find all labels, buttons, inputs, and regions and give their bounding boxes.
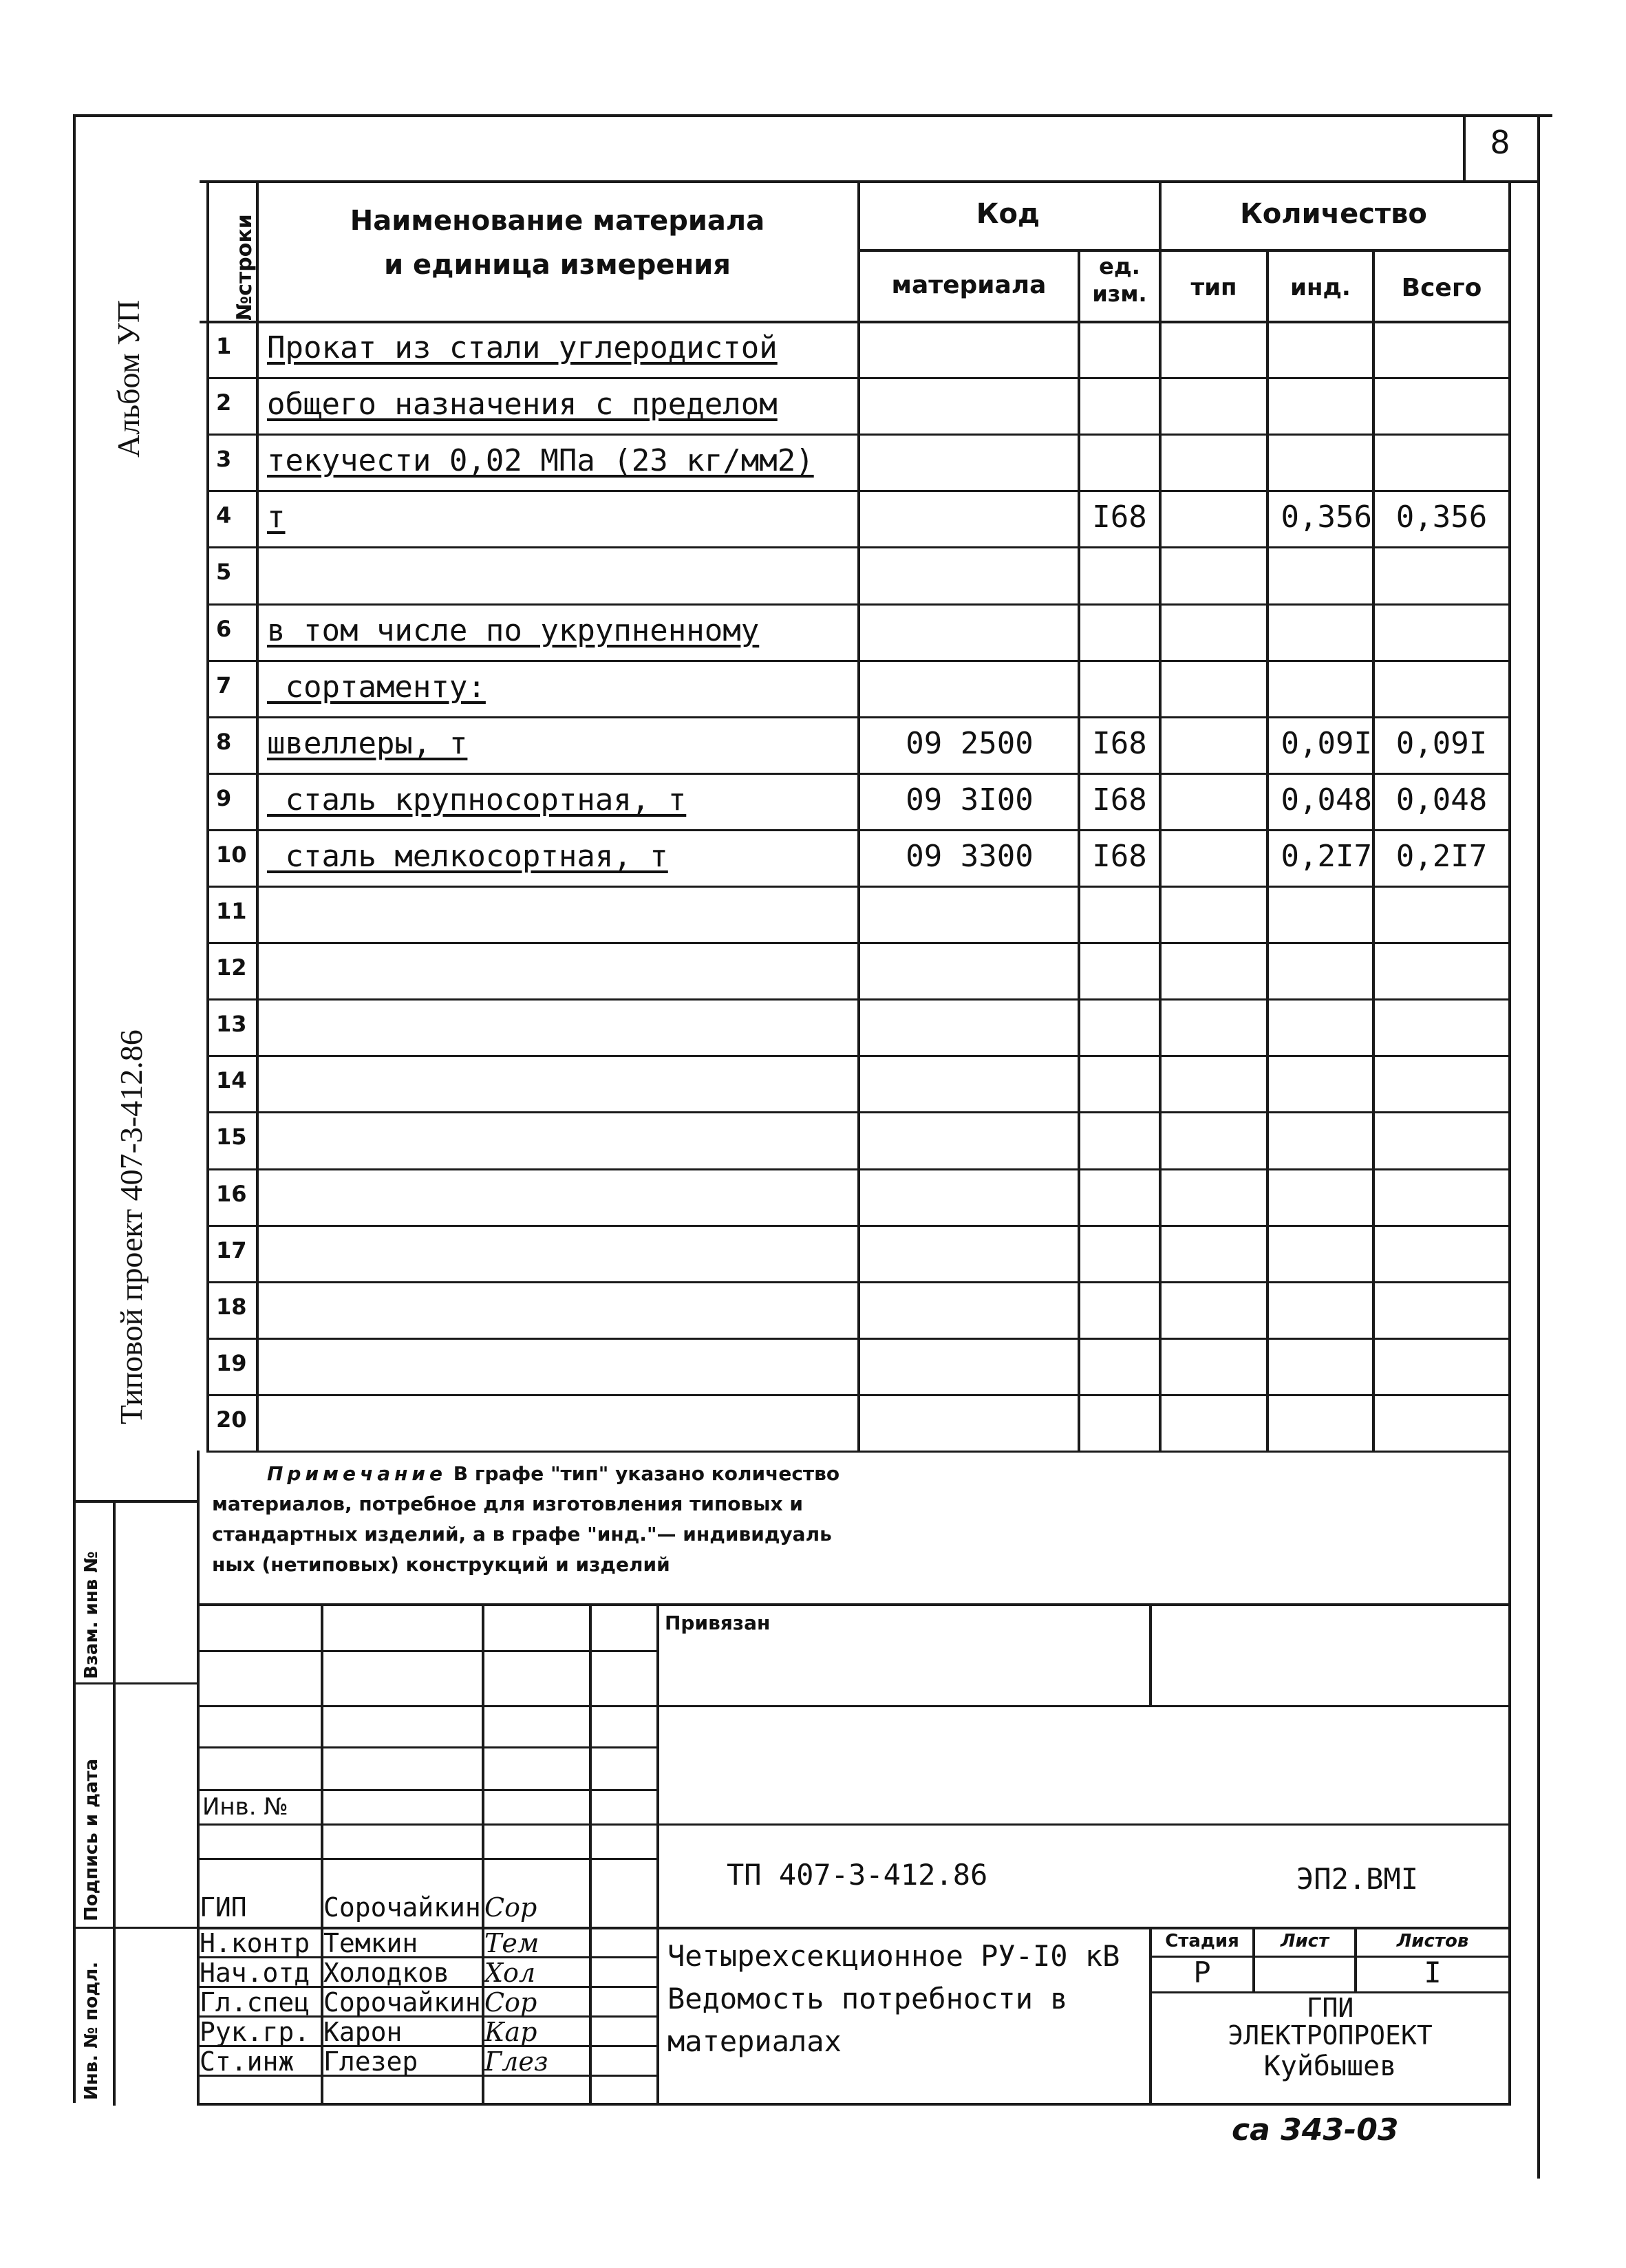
row-name: сталь крупносортная, т <box>267 782 687 817</box>
header-rownum: №строки <box>233 214 257 321</box>
stamp-podpis: Подпись и дата <box>81 1758 102 1921</box>
tb-top-line <box>197 1603 1511 1606</box>
tb-sheet-label: Лист <box>1280 1931 1329 1951</box>
tb-signature: Глез <box>484 2046 548 2077</box>
row-name: Прокат из стали углеродистой <box>267 330 778 365</box>
row-name: швеллеры, т <box>267 726 468 761</box>
tb-role-name: Глезер <box>323 2046 418 2077</box>
row-number: 12 <box>216 954 247 981</box>
row-unit: I68 <box>1092 839 1147 874</box>
row-divider <box>206 377 1510 379</box>
header-code: Код <box>976 198 1040 230</box>
subheader-line <box>857 249 1510 252</box>
unit-col-line <box>1159 180 1162 1451</box>
header-material: материала <box>891 271 1047 299</box>
tb-role-name: Сорочайкин <box>323 1892 481 1923</box>
row-number: 2 <box>216 389 232 416</box>
tb-sheets: I <box>1424 1956 1442 1989</box>
row-ind: 0,2I7 <box>1281 839 1372 874</box>
header-quantity: Количество <box>1240 198 1427 230</box>
stamp-top-line <box>73 1500 197 1503</box>
tb-h2 <box>197 1705 1511 1707</box>
row-code: 09 3I00 <box>906 782 1034 817</box>
row-number: 19 <box>216 1350 247 1376</box>
row-name: т <box>267 500 286 535</box>
row-number: 13 <box>216 1011 247 1037</box>
tb-col-date <box>589 1603 592 2106</box>
tb-role: ГИП <box>200 1892 247 1923</box>
tb-role: Нач.отд <box>200 1958 310 1988</box>
header-name-line1: Наименование материала <box>350 205 765 237</box>
row-unit: I68 <box>1092 500 1147 535</box>
row-ind: 0,048 <box>1281 782 1372 817</box>
row-unit: I68 <box>1092 782 1147 817</box>
frame-right <box>1537 114 1540 2179</box>
tb-title-line1: Четырехсекционное РУ-I0 кВ <box>667 1939 1120 1973</box>
tb-privyazan: Привязан <box>665 1612 771 1634</box>
row-number: 15 <box>216 1124 247 1150</box>
row-total: 0,09I <box>1395 726 1488 761</box>
row-divider <box>206 660 1510 662</box>
row-number: 14 <box>216 1067 247 1093</box>
header-unit-line1: ед. <box>1099 253 1140 279</box>
stamp-col-inner <box>113 1500 116 2106</box>
row-total: 0,356 <box>1395 500 1488 535</box>
tb-right-line <box>1508 1451 1511 2104</box>
page-number: 8 <box>1490 124 1510 161</box>
header-bottom-line <box>200 321 1511 323</box>
row-divider <box>206 1338 1510 1340</box>
note-label: Примечание <box>267 1462 447 1485</box>
tb-bottom-line <box>197 2103 1511 2106</box>
tb-org2: ЭЛЕКТРОПРОЕКТ <box>1228 2020 1433 2051</box>
row-number: 16 <box>216 1181 247 1207</box>
header-total: Всего <box>1401 274 1482 302</box>
header-unit-line2: изм. <box>1092 281 1147 307</box>
tb-h5 <box>197 1823 1511 1826</box>
code-col-line <box>857 180 860 1451</box>
row-code: 09 3300 <box>906 839 1034 874</box>
note-line4: ных (нетиповых) конструкций и изделий <box>212 1553 670 1576</box>
stamp-split1 <box>73 1682 197 1684</box>
row-divider <box>206 998 1510 1001</box>
rownum-col-line <box>256 180 259 1451</box>
header-tip: тип <box>1190 274 1237 301</box>
row-number: 3 <box>216 446 232 472</box>
tb-h4 <box>197 1789 658 1791</box>
row-unit: I68 <box>1092 726 1147 761</box>
tb-h3 <box>197 1746 658 1748</box>
header-name-line2: и единица измерения <box>384 249 731 281</box>
row-number: 18 <box>216 1294 247 1320</box>
tb-role: Ст.инж <box>200 2046 295 2077</box>
tb-h6 <box>197 1858 658 1860</box>
stamp-vzam: Взам. инв № <box>81 1551 102 1679</box>
tb-title-line2: Ведомость потребности в <box>667 1982 1068 2015</box>
row-divider <box>206 1111 1510 1113</box>
row-divider <box>206 1168 1510 1170</box>
tb-role-name: Темкин <box>323 1928 418 1958</box>
tb-signature: Сор <box>484 1892 537 1923</box>
row-divider <box>206 1055 1510 1057</box>
row-number: 5 <box>216 559 232 585</box>
note-line2: материалов, потребное для изготовления типовых и <box>212 1493 803 1515</box>
row-ind: 0,356 <box>1281 500 1372 535</box>
row-divider <box>206 1225 1510 1227</box>
tb-role: Рук.гр. <box>200 2017 310 2047</box>
table-left-line <box>206 180 209 1451</box>
row-name: в том числе по укрупненному <box>267 613 760 648</box>
row-number: 1 <box>216 333 232 359</box>
row-total: 0,048 <box>1395 782 1488 817</box>
row-ind: 0,09I <box>1281 726 1372 761</box>
row-name: сортаменту: <box>267 670 486 705</box>
tb-stage-label: Стадия <box>1165 1931 1239 1951</box>
tb-role-name: Сорочайкин <box>323 1987 481 2018</box>
tb-org1: ГПИ <box>1306 1993 1354 2023</box>
row-number: 8 <box>216 729 232 755</box>
side-project: Типовой проект 407-3-412.86 <box>114 1029 149 1424</box>
row-total: 0,2I7 <box>1395 839 1488 874</box>
note-line3: стандартных изделий, а в графе "инд."— индивидуаль <box>212 1523 832 1545</box>
row-number: 6 <box>216 616 232 642</box>
tb-signature: Кар <box>484 2017 537 2047</box>
tb-privyazan-split <box>1149 1603 1152 1707</box>
stamp-inv-podl: Инв. № подл. <box>81 1961 102 2100</box>
row-number: 17 <box>216 1237 247 1263</box>
row-name: общего назначения с пределом <box>267 387 778 422</box>
tb-stage: Р <box>1193 1956 1211 1989</box>
row-divider <box>206 434 1510 436</box>
row-divider <box>206 886 1510 888</box>
row-name: текучести 0,02 МПа (23 кг/мм2) <box>267 443 814 478</box>
row-divider <box>206 1394 1510 1396</box>
row-name: сталь мелкосортная, т <box>267 839 668 874</box>
row-number: 9 <box>216 785 232 811</box>
row-divider <box>206 829 1510 831</box>
tb-h1 <box>197 1650 658 1652</box>
header-ind: инд. <box>1290 274 1351 301</box>
row-divider <box>206 716 1510 718</box>
tb-role: Н.контр <box>200 1928 310 1958</box>
row-number: 11 <box>216 898 247 924</box>
tb-sheets-label: Листов <box>1396 1931 1469 1951</box>
note-line1: В графе "тип" указано количество <box>447 1462 840 1485</box>
tb-role-name: Холодков <box>323 1958 450 1988</box>
tb-title-line3: материалах <box>667 2024 842 2058</box>
row-divider <box>206 546 1510 548</box>
footer-code: са 343-03 <box>1232 2112 1399 2148</box>
row-number: 7 <box>216 672 232 698</box>
tb-signature: Сор <box>484 1987 537 2018</box>
tb-org3: Куйбышев <box>1263 2051 1397 2082</box>
tb-role: Гл.спец <box>200 1987 310 2018</box>
row-number: 20 <box>216 1406 247 1433</box>
row-number: 10 <box>216 842 247 868</box>
note <box>212 1459 1106 1580</box>
frame-left <box>73 114 76 2103</box>
frame-top <box>73 114 1552 117</box>
tb-doc-code: ТП 407-3-412.86 <box>727 1858 988 1892</box>
stamp-split2 <box>73 1927 197 1929</box>
tb-signature: Тем <box>484 1928 539 1958</box>
row-code: 09 2500 <box>906 726 1034 761</box>
row-divider <box>206 1281 1510 1283</box>
tb-signature: Хол <box>484 1958 536 1988</box>
tb-inv-no: Инв. № <box>202 1793 288 1821</box>
tb-sheet-code: ЭП2.ВМI <box>1296 1862 1419 1896</box>
row-divider <box>206 603 1510 606</box>
row-divider <box>206 942 1510 944</box>
row-divider <box>206 1451 1510 1453</box>
row-divider <box>206 773 1510 775</box>
side-album: Альбом УП <box>111 299 146 458</box>
tb-role-name: Карон <box>323 2017 403 2047</box>
tb-col-main <box>656 1603 659 2106</box>
table-right-line <box>1508 180 1511 1451</box>
row-divider <box>206 490 1510 492</box>
row-number: 4 <box>216 502 232 528</box>
